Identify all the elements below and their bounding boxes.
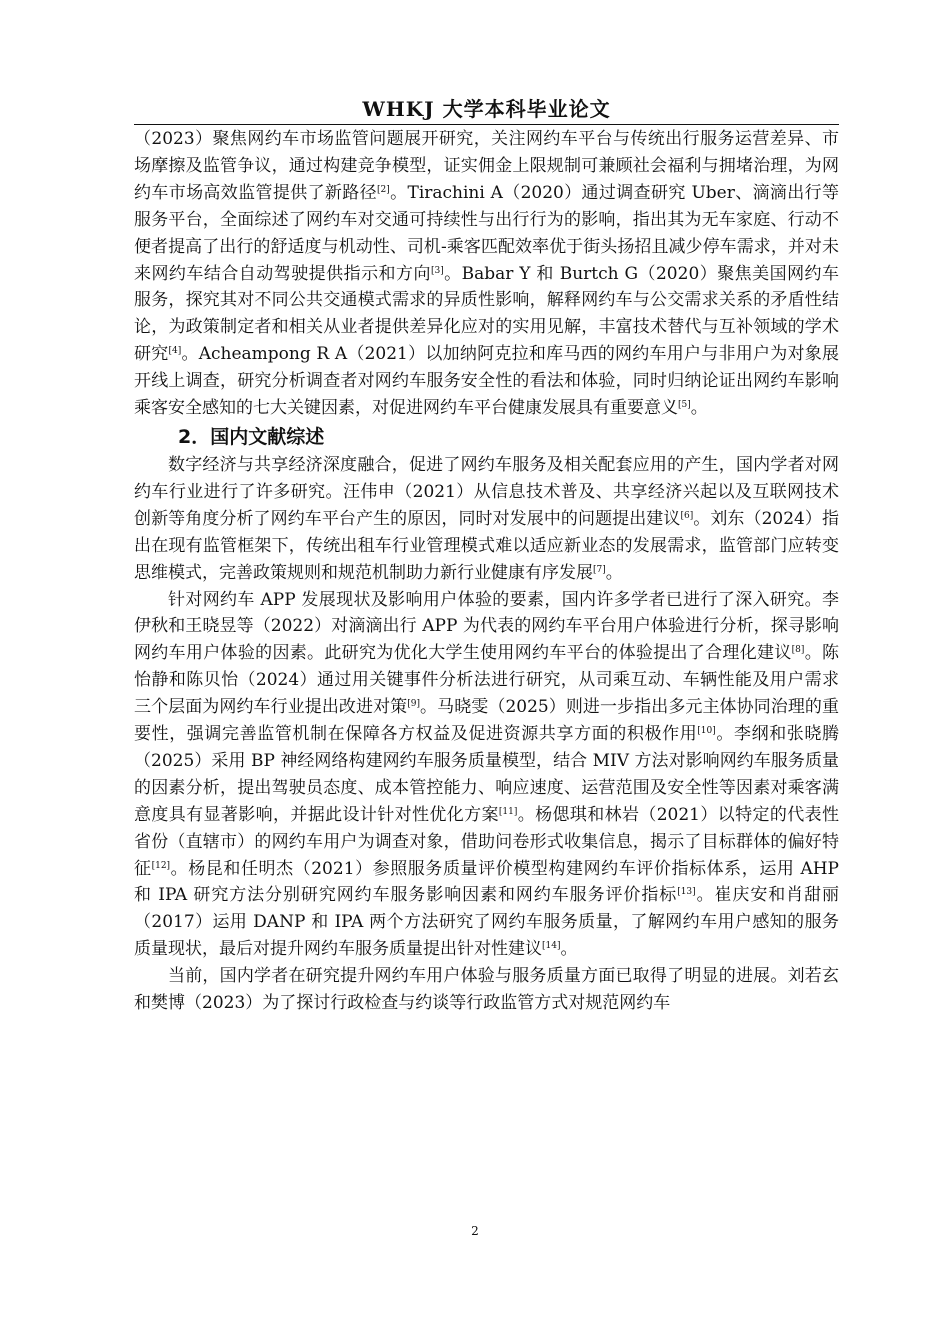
citation-ref: [5]: [678, 400, 691, 411]
text-run: 。李纲和张晓腾（2025）采用 BP 神经网络构建网约车服务质量模型，结合 MIV 方法对影响网约车服务质量的因素分析，提出驾驶员态度、成本管控能力、响应速度、运营范围及安全性等因素对乘客满意度具有显著影响，并据此设计针对性优化方案: [134, 724, 840, 825]
citation-ref: [6]: [680, 510, 694, 521]
text-run: 。Tirachini A（2020）通过调查研究 Uber、滴滴出行等服务平台，全面综述了网约车对交通可持续性与出行行为的影响，指出其为无车家庭、行动不便者提高了出行的舒适度与机动性、司机-乘客匹配效率优于街头扬招且减少停车需求，并对未来网约车结合自动驾驶提供指示和方向: [134, 182, 839, 284]
text-run: 。Acheampong R A（2021）以加纳阿克拉和库马西的网约车用户与非用户为对象展开线上调查，研究分析调查者对网约车服务安全性的看法和体验，同时归纳论证出网约车影响乘客安全感知的七大关键因素，对促进网约车平台健康发展具有重要意义: [134, 344, 839, 419]
citation-ref: [14]: [542, 941, 561, 952]
citation-ref: [4]: [168, 346, 182, 357]
citation-ref: [10]: [697, 726, 716, 737]
paragraph-app-user-experience: [134, 587, 839, 964]
header-divider: [134, 124, 839, 125]
page-number: 2: [471, 1224, 479, 1238]
text-run: （2023）聚焦网约车市场监管问题展开研究，关注网约车平台与传统出行服务运营差异、市场摩擦及监管争议，通过构建竞争模型，证实佣金上限规制可兼顾社会福利与拥堵治理，为网约车市场高效监管提供了新路径: [134, 129, 839, 203]
text-run: 。陈怡静和陈贝怡（2024）通过用关键事件分析法进行研究，从司乘互动、车辆性能及用户需求三个层面为网约车行业提出改进对策: [134, 643, 840, 718]
paragraph-current-progress: [134, 963, 839, 1017]
text-run: 数字经济与共享经济深度融合，促进了网约车服务及相关配套应用的产生，国内学者对网约车行业进行了许多研究。汪伟申（2021）从信息技术普及、共享经济兴起以及互联网技术创新等角度分析了网约车平台产生的原因，同时对发展中的问题提出建议: [134, 454, 839, 529]
text-run: 。: [560, 939, 578, 960]
text-run: 。: [605, 562, 623, 583]
text-run: 。崔庆安和肖甜丽（2017）运用 DANP 和 IPA 两个方法研究了网约车服务质量，了解网约车用户感知的服务质量现状，最后对提升网约车服务质量提出针对性建议: [134, 885, 840, 960]
text-run: 。杨昆和任明杰（2021）参照服务质量评价模型构建网约车评价指标体系，运用 AHP 和 IPA 研究方法分别研究网约车服务影响因素和网约车服务评价指标: [134, 858, 839, 906]
paragraph-foreign-review-continued: [134, 126, 839, 422]
text-run: 。刘东（2024）指出在现有监管框架下，传统出租车行业管理模式难以适应新业态的发展需求，监管部门应转变思维模式，完善政策规则和规范机制助力新行业健康有序发展: [134, 508, 840, 583]
text-run: 。杨偲琪和林岩（2021）以特定的代表性省份（直辖市）的网约车用户为调查对象，借助问卷形式收集信息，揭示了目标群体的偏好特征: [134, 804, 839, 879]
citation-ref: [7]: [593, 564, 606, 575]
citation-ref: [2]: [377, 184, 390, 195]
citation-ref: [13]: [677, 887, 696, 898]
page-header-title: WHKJ 大学本科毕业论文: [362, 97, 611, 121]
citation-ref: [9]: [407, 699, 420, 710]
text-run: 当前，国内学者在研究提升网约车用户体验与服务质量方面已取得了明显的进展。刘若玄和樊博（2023）为了探讨行政检查与约谈等行政监管方式对规范网约车: [134, 966, 839, 1014]
text-run: 。Babar Y 和 Burtch G（2020）聚焦美国网约车服务，探究其对不同公共交通模式需求的异质性影响，解释网约车与公交需求关系的矛盾性结论，为政策制定者和相关从业者提供差异化应对的实用见解，丰富技术替代与互补领域的学术研究: [134, 263, 840, 365]
text-run: 。: [690, 398, 708, 419]
citation-ref: [12]: [151, 860, 171, 871]
document-body: [134, 126, 839, 1017]
citation-ref: [3]: [430, 265, 444, 276]
citation-ref: [11]: [498, 806, 518, 817]
text-run: 针对网约车 APP 发展现状及影响用户体验的要素，国内许多学者已进行了深入研究。李伊秋和王晓昱等（2022）对滴滴出行 APP 为代表的网约车平台用户体验进行分析，探寻影响网约车用户体验的因素。此研究为优化大学生使用网约车平台的体验提出了合理化建议: [134, 589, 839, 664]
text-run: 。马晓雯（2025）则进一步指出多元主体协同治理的重要性，强调完善监管机制在保障各方权益及促进资源共享方面的积极作用: [134, 697, 840, 745]
paragraph-domestic-intro: [134, 452, 839, 587]
citation-ref: [8]: [791, 645, 805, 656]
section-heading: 2．国内文献综述: [178, 425, 325, 448]
